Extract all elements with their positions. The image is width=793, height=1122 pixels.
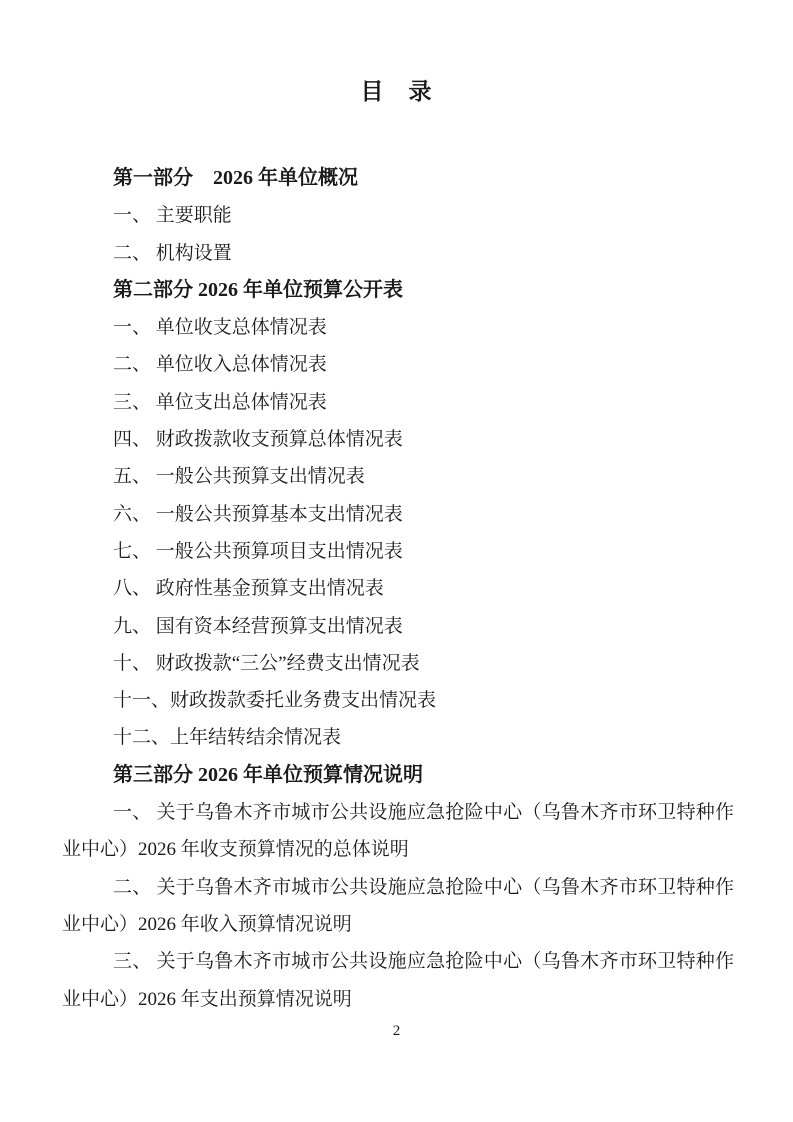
toc-item: 四、 财政拨款收支预算总体情况表 [113,429,403,451]
toc-item: 二、 机构设置 [113,242,232,264]
table-of-contents [62,160,734,1018]
toc-heading-part3: 第三部分 2026 年单位预算情况说明 [113,763,423,786]
toc-item: 三、 关于乌鲁木齐市城市公共设施应急抢险中心（乌鲁木齐市环卫特种作业中心）2026 年支出预算情况说明 [62,951,734,1010]
toc-item: 十一、财政拨款委托业务费支出情况表 [113,690,437,712]
page-title: 目 录 [360,78,433,104]
toc-item: 十、 财政拨款“三公”经费支出情况表 [113,652,420,674]
toc-item: 十二、上年结转结余情况表 [113,727,342,749]
toc-item: 五、 一般公共预算支出情况表 [113,466,365,488]
toc-heading-part1: 第一部分 2026 年单位概况 [113,167,358,189]
toc-item: 三、 单位支出总体情况表 [113,391,327,413]
toc-item: 六、 一般公共预算基本支出情况表 [113,503,403,525]
toc-item: 一、 主要职能 [113,205,232,227]
page-number: 2 [392,1023,401,1039]
toc-item: 九、 国有资本经营预算支出情况表 [113,615,403,637]
toc-item: 一、 关于乌鲁木齐市城市公共设施应急抢险中心（乌鲁木齐市环卫特种作业中心）2026 年收支预算情况的总体说明 [62,802,734,861]
toc-item: 二、 关于乌鲁木齐市城市公共设施应急抢险中心（乌鲁木齐市环卫特种作业中心）2026 年收入预算情况说明 [62,876,734,935]
toc-item: 一、 单位收支总体情况表 [113,317,327,339]
toc-item: 八、 政府性基金预算支出情况表 [113,578,384,600]
toc-item: 二、 单位收入总体情况表 [113,354,327,376]
toc-heading-part2: 第二部分 2026 年单位预算公开表 [113,278,403,301]
toc-item: 七、 一般公共预算项目支出情况表 [113,540,403,562]
